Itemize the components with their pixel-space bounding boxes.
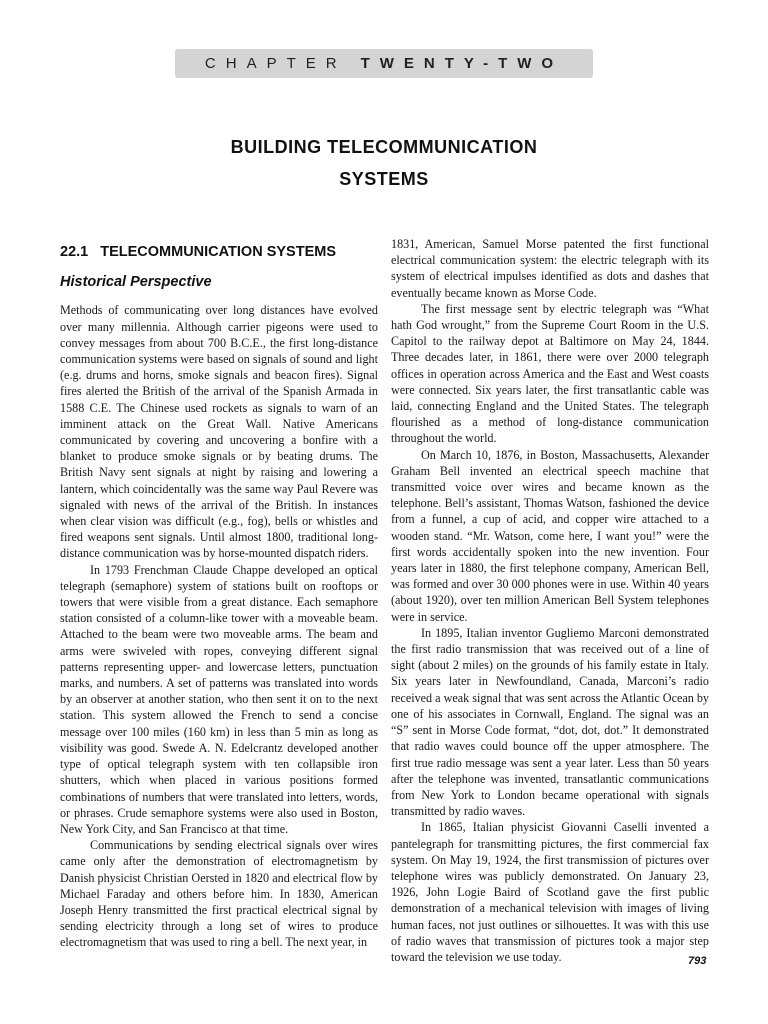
paragraph: Communications by sending electrical signals over wires came only after the demonstration of electromagnetism by Danish physicist Christian Oersted in 1820 and electrical flow by Michael Faraday and others before him. In 1830, American Joseph Henry transmitted the first practical electrical signal by sending electricity through a long set of wires to produce electromagnetism that was used to ring a bell. The next year, in (60, 838, 378, 950)
paragraph: Methods of communicating over long distances have evolved over many millennia. Although carrier pigeons were used to convey messages from about 700 B.C.E., the first long-distance communication systems were based on signals of sound and light (e.g. drums and horns, smoke signals and beacon fires). Signal fires alerted the British of the arrival of the Spanish Armada in 1588 C.E. The Chinese used rockets as signals to warn of an imminent attack on the Great Wall. Native Americans communicated by covering and uncovering a bonfire with a blanket to produce smoke signals or by beating drums. The British Navy sent signals at night by raising and lowering a lantern, which coincidentally was the same way Paul Revere was signaled with news of the arrival of the British. In instances when clear vision was difficult (e.g., fog), bells or whistles and fired weapons sent signals. Until almost 1800, traditional long-distance communication was by horse-mounted dispatch riders. (60, 303, 378, 561)
section-number: 22.1 (60, 244, 89, 260)
subsection-heading: Historical Perspective (60, 274, 212, 291)
section-heading (60, 244, 378, 260)
paragraph: In 1865, Italian physicist Giovanni Caselli invented a pantelegraph for transmitting pictures, the first commercial fax system. On May 19, 1924, the first transmission of pictures over telephone wires was publicly demonstrated. On January 23, 1926, John Logie Baird of Scotland gave the first public demonstration of a mechanical television with images of living human faces, not just outlines or silhouettes. It was with this use of radio waves that transmission of pictures took a major step toward the television we use today. (391, 820, 709, 964)
chapter-number: TWENTY-TWO (360, 55, 564, 72)
left-column (60, 236, 378, 951)
chapter-title-line-1: BUILDING TELECOMMUNICATION (230, 137, 538, 157)
chapter-title-line-2: SYSTEMS (339, 169, 429, 189)
chapter-title (100, 131, 668, 195)
section-title: TELECOMMUNICATION SYSTEMS (100, 244, 336, 260)
paragraph: The first message sent by electric telegraph was “What hath God wrought,” from the Supreme Court Room in the U.S. Capitol to the railway depot at Baltimore on May 24, 1844. Three decades later, in 1861, there were over 2000 telegraph offices in operation across America and the East and West coasts were connected. Six years later, the first transatlantic cable was laid, connecting England and the United States. The telegraph flourished as a method of long-distance communication throughout the world. (391, 301, 709, 446)
right-column (391, 236, 709, 965)
paragraph: On March 10, 1876, in Boston, Massachusetts, Alexander Graham Bell invented an electrical speech machine that transmitted voice over wires and became known as the telephone. Bell’s assistant, Thomas Watson, fashioned the device from a funnel, a cup of acid, and copper wire attached to a wooden stand. “Mr. Watson, come here, I want you!” were the first words accidentally spoken into the new invention. Four years later in 1880, the first telephone company, American Bell, was formed and over 30 000 phones were in use. Within 40 years (about 1920), over ten million American Bell System telephones were in service. (391, 447, 709, 624)
paragraph: In 1895, Italian inventor Gugliemo Marconi demonstrated the first radio transmission that was received out of a line of sight (about 2 miles) on the grounds of his family estate in Italy. Six years later in Newfoundland, Canada, Marconi’s radio received a weak signal that was sent across the Atlantic Ocean by one of his associates in Cornwall, England. The signal was an “S” sent in Morse Code format, “dot, dot, dot.” It demonstrated that radio waves could bounce off the upper atmosphere. The first true radio message was sent a year later. Less than 50 years after the telephone was invented, transatlantic communications from New York to London became operational with signals transmitted by radio waves. (391, 625, 709, 819)
chapter-label: CHAPTER (204, 55, 347, 72)
page-number: 793 (688, 955, 707, 967)
paragraph: In 1793 Frenchman Claude Chappe developed an optical telegraph (semaphore) system of stations built on rooftops or towers that were visible from a great distance. Each semaphore station consisted of a column-like tower with a moveable beam. Attached to the beam were two moveable arms. The beam and arms were swiveled with ropes, conveying different signal patterns representing upper- and lowercase letters, punctuation marks, and numbers. A set of patterns was translated into words by an observer at another station, who then sent it on to the next station. This system allowed the French to send a concise message over 100 miles (160 km) in less than 5 min as long as visibility was good. Swede A. N. Edelcrantz developed another type of optical telegraph system with ten collapsible iron shutters, which when placed in various positions formed combinations of numbers that were translated into letters, words, or phrases. Crude semaphore systems were also used in Boston, New York City, and San Francisco at that time. (60, 562, 378, 836)
paragraph: 1831, American, Samuel Morse patented the first functional electrical communication system: the electric telegraph with its system of electrical impulses identified as dots and dashes that eventually became known as Morse Code. (391, 237, 709, 300)
chapter-header-bar (175, 49, 593, 78)
